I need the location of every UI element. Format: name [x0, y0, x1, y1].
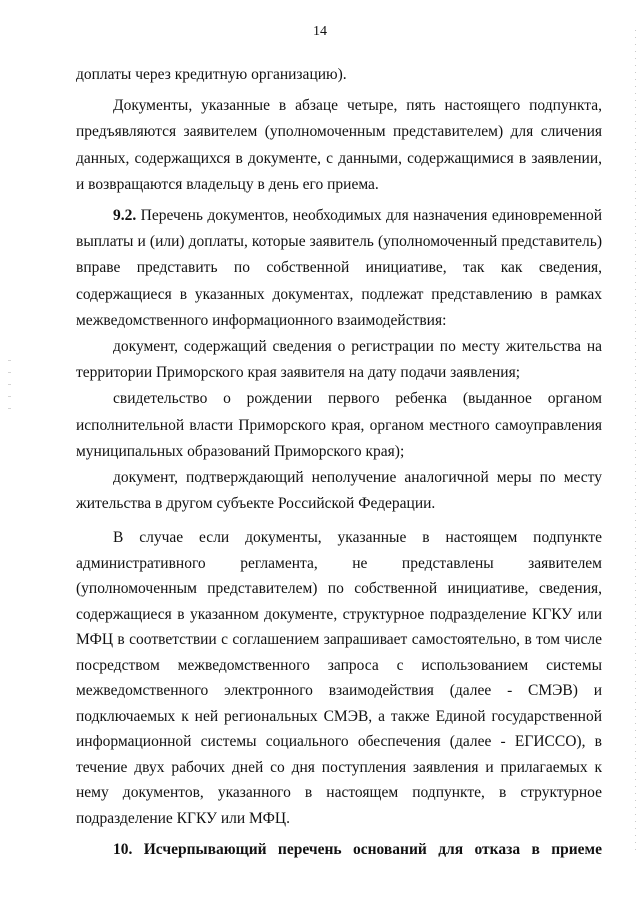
paragraph-documents-return: Документы, указанные в абзаце четыре, пять настоящего подпункта, предъявляются заявителем (уполномоченным представителем) для сличения данных, содержащихся в документе, с данными, содержащимися в заявлении, и возвращаются владельцу в день его приема. — [76, 97, 602, 193]
document-body — [76, 62, 602, 864]
paragraph-9-2 — [76, 203, 602, 334]
paragraph-interagency-request: В случае если документы, указанные в настоящем подпункте административного регламента, не представлены заявителем (уполномоченным представителем) по собственной инициативе, сведения, содержащиеся в указанном документе, структурное подразделение КГКУ или МФЦ в соответствии с соглашением запрашивает самостоятельно, в том числе посредством межведомственного запроса с использованием системы межведомственного электронного взаимодействия (далее - СМЭВ) и подключаемых к ней региональных СМЭВ, а также Единой государственной информационной системы социального обеспечения (далее - ЕГИССО), в течение двух рабочих дней со дня поступления заявления и прилагаемых к нему документов, указанного в настоящем подпункте, в структурное подразделение КГКУ или МФЦ. — [76, 529, 602, 827]
scan-margin-marks — [8, 360, 11, 420]
page-number: 14 — [313, 24, 327, 39]
paragraph-continuation: доплаты через кредитную организацию). — [76, 66, 347, 83]
list-item-non-receipt-document: документ, подтверждающий неполучение аналогичной меры по месту жительства в другом субъекте Российской Федерации. — [76, 469, 602, 513]
section-heading-10: 10. Исчерпывающий перечень оснований для отказа в приеме — [113, 841, 602, 859]
scan-edge-marks — [635, 30, 636, 850]
paragraph-9-2-number: 9.2. — [113, 207, 137, 225]
list-item-registration-document: документ, содержащий сведения о регистрации по месту жительства на территории Приморского края заявителя на дату подачи заявления; — [76, 338, 602, 382]
paragraph-9-2-text: Перечень документов, необходимых для назначения единовременной выплаты и (или) доплаты, которые заявитель (уполномоченный представитель) вправе представить по собственной инициативе, так как сведения, содержащиеся в указанных документах, подлежат представлению в рамках межведомственного информационного взаимодействия: — [76, 207, 602, 329]
list-item-birth-certificate: свидетельство о рождении первого ребенка (выданное органом исполнительной власти Приморского края, органом местного самоуправления муниципальных образований Приморского края); — [76, 390, 602, 460]
